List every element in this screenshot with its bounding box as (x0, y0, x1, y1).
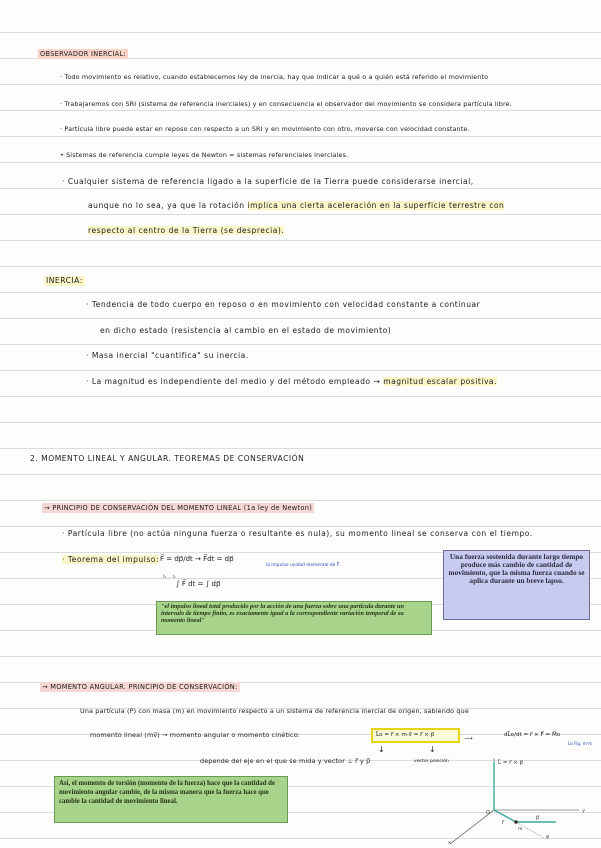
impulse-quote-box: "el impulso lineal total producido por la acción de una fuerza sobre una partícula durante un intervalo de tiempo finito, es exactamente igual a la correspondiente variación temporal de su momento lineal" (156, 601, 432, 635)
rotacion-highlight: implica una cierta aceleración en la superficie terrestre con (247, 201, 505, 210)
integral-limits: t₀ … t₁ (163, 574, 176, 579)
diagram-o-label: O (486, 810, 490, 816)
diagram-p-label: p⃗ (536, 815, 540, 821)
diagram-l-label: L⃗ = r⃗ × p⃗ (498, 760, 524, 766)
magnitud-highlight: magnitud escalar positiva. (383, 377, 498, 386)
r-vector (494, 810, 516, 822)
bullet-movimiento-relativo: · Todo movimiento es relativo, cuando establecemos ley de inercia, hay que indicar a qué o a quién está referido el movimiento (60, 73, 489, 81)
bullet-depende-eje: depende del eje en el que se mida y vector ⊥ r⃗ y p⃗ (200, 757, 371, 765)
arrow-down-1: ↓ (378, 745, 385, 754)
particle-point (514, 820, 518, 824)
derivative-equation: dL⃗o/dt = r⃗ × F⃗ = M⃗o (504, 732, 561, 738)
bullet-particula-libre-momento: · Partícula libre (no actúa ninguna fuerza o resultante es nula), su momento lineal se conserva con el tiempo. (62, 529, 533, 538)
diagram-y-label: y (582, 808, 585, 814)
impulse-equation: F⃗ = dp⃗/dt → F⃗dt = dp⃗ (160, 555, 234, 563)
arrow-to-derivative: ⟶ (464, 735, 473, 742)
rotacion-text: aunque no lo sea, ya que la rotación (88, 201, 245, 210)
bullet-masa-inercial: · Masa inercial "cuantifica" su inercia. (86, 351, 249, 360)
heading-principio-conservacion: → PRINCIPIO DE CONSERVACIÓN DEL MOMENTO LINEAL (1a ley de Newton) (44, 504, 313, 512)
heading-observador-inercial: OBSERVADOR INERCIAL: (40, 50, 126, 58)
heading-inercia: INERCIA: (46, 276, 83, 285)
angular-momentum-diagram (444, 752, 601, 848)
bullet-particula-masa: Una partícula (P) con masa (m) en movimiento respecto a un sistema de referencia inercial de origen, sabiendo que (80, 707, 469, 715)
bullet-superficie-tierra: · Cualquier sistema de referencia ligado a la superficie de la Tierra puede considerarse inercial, (62, 177, 474, 186)
diagram-m-label: m (518, 827, 523, 832)
impulse-integral: ∫ F⃗ dt = ∫ dp⃗ (176, 580, 221, 588)
section-2-title: 2. MOMENTO LINEAL Y ANGULAR. TEOREMAS DE CONSERVACIÓN (30, 454, 305, 463)
magnitud-text: · La magnitud es independiente del medio y del método empleado → (86, 377, 381, 386)
bullet-sistemas-referencia: • Sistemas de referencia cumple leyes de Newton = sistemas referenciales inerciales. (60, 151, 349, 159)
teorema-impulso-label: · Teorema del impulso: (62, 555, 160, 564)
derivative-units: Lo Fig. m²/s (568, 741, 593, 746)
momento-angular-equation-box: L⃗o = r⃗ × m·v⃗ = r⃗ × p⃗ (371, 728, 460, 743)
impulse-note: la impulso unidad elemental de F⃗ (266, 563, 340, 568)
bullet-momento-lineal: momento lineal (mv⃗) → momento angular o momento cinético: (90, 731, 301, 739)
bullet-dicho-estado: en dicho estado (resistencia al cambio en el estado de movimiento) (100, 326, 392, 335)
diagram-r-label: r⃗ (502, 820, 505, 826)
impulse-explanation-box: Una fuerza sostenida durante largo tiempo produce más cambio de cantidad de movimiento, que la misma fuerza cuando se aplica durante un breve lapso. (443, 550, 590, 620)
bullet-rotacion (88, 201, 504, 210)
arrow-down-2: ↓ (429, 745, 436, 754)
bullet-tendencia: · Tendencia de todo cuerpo en reposo o en movimiento con velocidad constante a continuar (86, 300, 481, 309)
torque-explanation-box: Así, el momento de torsión (momento de la fuerza) hace que la cantidad de movimiento angular cambie, de la misma manera que la fuerza hace que cambie la cantidad de movimiento lineal. (54, 776, 288, 823)
diagram-phi-label: φ (546, 834, 550, 840)
bullet-centro-tierra: respecto al centro de la Tierra (se desprecia). (88, 226, 285, 235)
diagram-x-label: x (448, 840, 451, 846)
vector-posicion-label: vector posición (414, 759, 449, 764)
bullet-particula-libre: · Partícula libre puede estar en reposo con respecto a un SRI y en movimiento con otro, moverse con velocidad constante. (60, 125, 470, 133)
bullet-sri: · Trabajaremos con SRI (sistema de referencia inerciales) y en consecuencia el observador del movimiento se considera partícula libre. (60, 100, 512, 108)
bullet-magnitud (86, 377, 497, 386)
heading-momento-angular: → MOMENTO ANGULAR. PRINCIPIO DE CONSERVACIÓN: (42, 683, 238, 691)
